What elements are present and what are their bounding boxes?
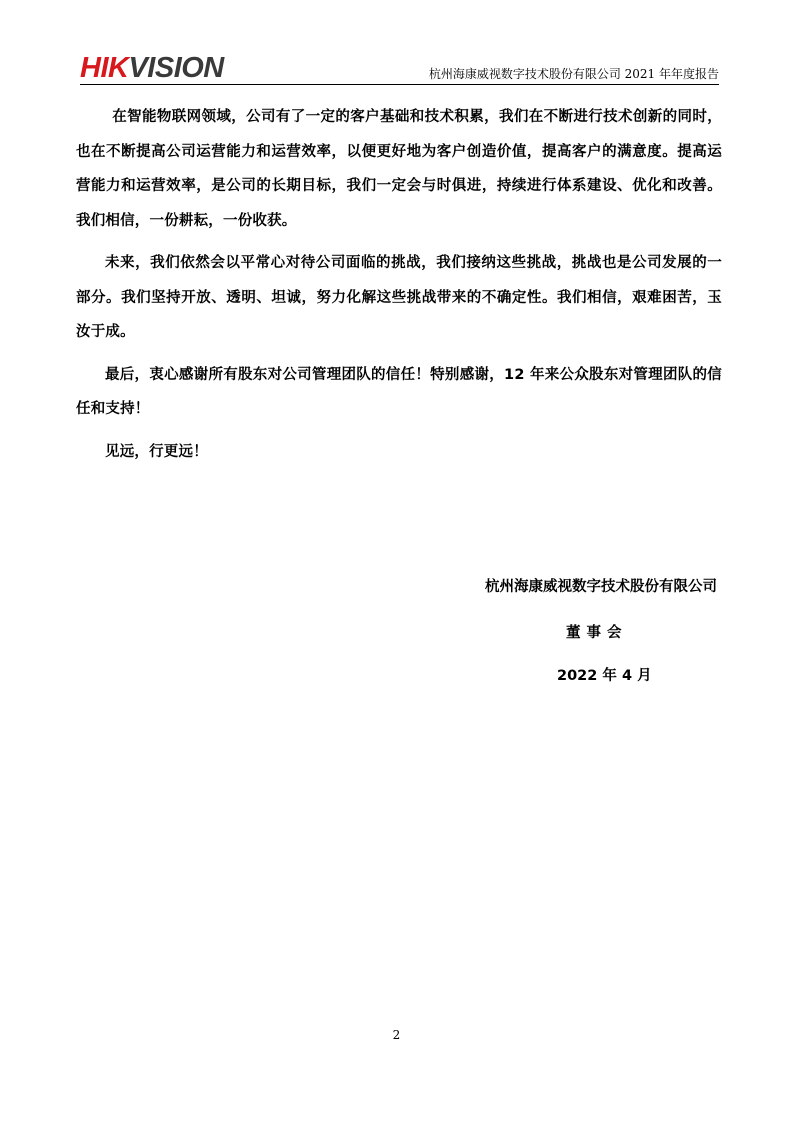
header-divider	[80, 84, 719, 85]
report-title: 杭州海康威视数字技术股份有限公司 2021 年年度报告	[428, 67, 719, 81]
signature-company: 杭州海康威视数字技术股份有限公司	[485, 579, 717, 595]
logo-vision-text: VISION	[128, 52, 224, 84]
page-number: 2	[392, 1028, 401, 1042]
paragraph-future: 未来，我们依然会以平常心对待公司面临的挑战，我们接纳这些挑战，挑战也是公司发展的一部分。我们坚持开放、透明、坦诚，努力化解这些挑战带来的不确定性。我们相信，艰难困苦，玉汝于成。	[76, 255, 722, 340]
letter-body	[76, 100, 722, 477]
paragraph-closing: 见远，行更远！	[105, 443, 208, 460]
paragraph-thanks: 最后，衷心感谢所有股东对公司管理团队的信任！特别感谢，12 年来公众股东对管理团队的信任和支持！	[76, 366, 722, 417]
paragraph-operations: 在智能物联网领域，公司有了一定的客户基础和技术积累，我们在不断进行技术创新的同时，也在不断提高公司运营能力和运营效率，以便更好地为客户创造价值，提高客户的满意度。提高运营能力和运营效率，是公司的长期目标，我们一定会与时俱进，持续进行体系建设、优化和改善。我们相信，一份耕耘，一份收获。	[76, 109, 722, 229]
page-header	[80, 52, 719, 84]
signature-date: 2022 年 4 月	[557, 668, 652, 684]
hikvision-logo	[80, 52, 224, 84]
signature-board: 董事会	[566, 625, 628, 641]
logo-hik-text: HIK	[80, 52, 129, 84]
